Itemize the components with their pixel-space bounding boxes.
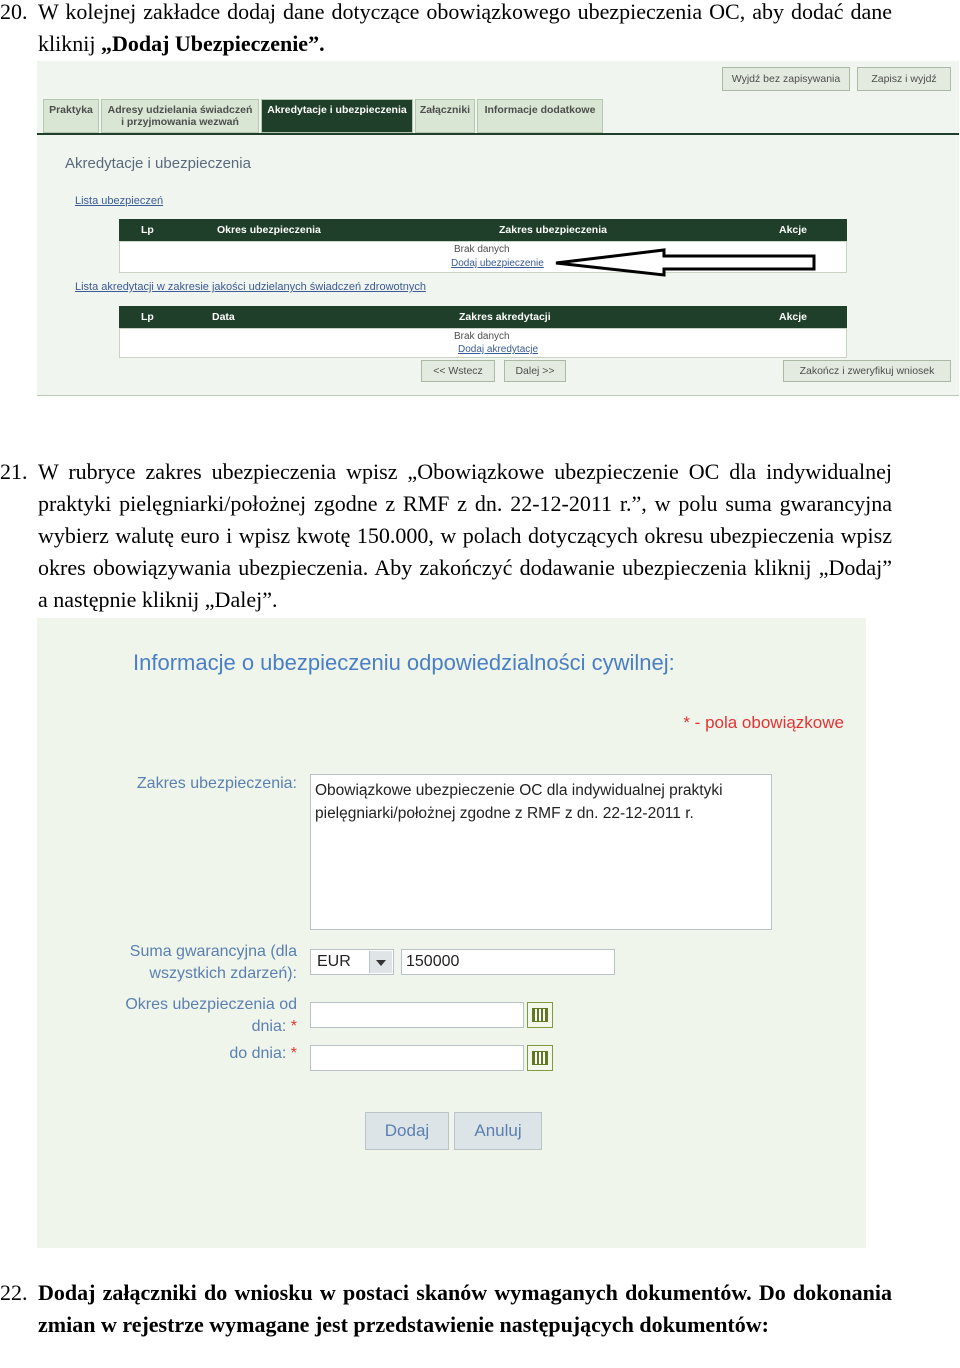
scope-label: Zakres ubezpieczenia:: [136, 775, 297, 792]
back-button[interactable]: << Wstecz: [421, 360, 495, 382]
currency-select[interactable]: EUR: [310, 949, 394, 975]
add-accreditation-link[interactable]: Dodaj akredytacje: [458, 344, 539, 355]
step-number: 20.: [0, 0, 28, 24]
scope-textarea[interactable]: Obowiązkowe ubezpieczenie OC dla indywidualnej praktyki pielęgniarki/położnej zgodne z RMF z dn. 22-12-2011 r.: [310, 774, 772, 930]
amount-input[interactable]: 150000: [401, 949, 615, 975]
col-lp: Lp: [141, 311, 154, 323]
accreditation-list-link[interactable]: Lista akredytacji w zakresie jakości udzielanych świadczeń zdrowotnych: [75, 281, 426, 293]
insurance-list-link[interactable]: Lista ubezpieczeń: [75, 195, 164, 207]
tab-practice[interactable]: Praktyka: [43, 99, 99, 133]
step-20-text: W kolejnej zakładce dodaj dane dotyczące obowiązkowego ubezpieczenia OC, aby dodać dane kliknij „Dodaj Ubezpieczenie”.: [38, 0, 892, 56]
step-21-text: W rubryce zakres ubezpieczenia wpisz „Obowiązkowe ubezpieczenie OC dla indywidualnej praktyki pielęgniarki/położnej zgodne z RMF z dn. 22-12-2011 r.”, w polu suma gwarancyjna wybierz walutę euro i wpisz kwotę 150.000, w polach dotyczących okresu ubezpieczenia wpisz okres obowiązywania ubezpieczenia. Aby zakończyć dodawanie ubezpieczenia kliknij „Dodaj” a następnie kliknij „Dalej”.: [38, 459, 892, 612]
exit-without-saving-button[interactable]: Wyjdź bez zapisywania: [722, 67, 850, 91]
col-lp: Lp: [141, 224, 154, 236]
calendar-icon[interactable]: [527, 1002, 553, 1028]
form-title: Informacje o ubezpieczeniu odpowiedzialności cywilnej:: [133, 650, 675, 675]
chevron-down-icon: [369, 951, 392, 973]
step-number: 22.: [0, 1280, 28, 1305]
col-period: Okres ubezpieczenia: [217, 224, 321, 236]
step-number: 21.: [0, 459, 28, 484]
col-actions: Akcje: [779, 311, 808, 323]
tab-underline: [37, 133, 959, 135]
accreditation-table-body: [119, 328, 847, 358]
date-to-input[interactable]: [310, 1045, 524, 1071]
screenshot-insurance-form: [37, 618, 866, 1248]
sum-label: Suma gwarancyjna (dla wszystkich zdarzeń):: [129, 943, 297, 982]
section-title: Akredytacje i ubezpieczenia: [65, 155, 251, 172]
required-fields-note: * - pola obowiązkowe: [683, 713, 844, 732]
accreditation-table-header: [119, 306, 847, 328]
empty-state: Brak danych: [454, 331, 510, 342]
tab-addresses[interactable]: Adresy udzielania świadczeń i przyjmowania wezwań: [101, 99, 259, 133]
col-date: Data: [212, 311, 235, 323]
col-scope: Zakres ubezpieczenia: [499, 224, 607, 236]
col-accreditation-scope: Zakres akredytacji: [459, 311, 551, 323]
insurance-table-header: [119, 219, 847, 241]
tab-additional-info[interactable]: Informacje dodatkowe: [477, 99, 603, 133]
add-insurance-link[interactable]: Dodaj ubezpieczenie: [451, 258, 544, 269]
tab-accreditations[interactable]: Akredytacje i ubezpieczenia: [261, 99, 413, 133]
cancel-button[interactable]: Anuluj: [454, 1112, 542, 1150]
tab-attachments[interactable]: Załączniki: [415, 99, 475, 133]
calendar-icon[interactable]: [527, 1045, 553, 1071]
next-button[interactable]: Dalej >>: [504, 360, 566, 382]
empty-state: Brak danych: [454, 244, 510, 255]
save-and-exit-button[interactable]: Zapisz i wyjdź: [857, 67, 951, 91]
date-from-input[interactable]: [310, 1002, 524, 1028]
arrow-pointer-icon: [552, 247, 817, 277]
step-22-text: Dodaj załączniki do wniosku w postaci skanów wymaganych dokumentów. Do dokonania zmian w rejestrze wymagane jest przedstawienie następujących dokumentów:: [38, 1280, 892, 1337]
finish-and-verify-button[interactable]: Zakończ i zweryfikuj wniosek: [783, 360, 951, 382]
period-from-label: Okres ubezpieczenia od dnia: *: [125, 996, 297, 1035]
add-button[interactable]: Dodaj: [365, 1112, 449, 1150]
screenshot-accreditations: [37, 61, 959, 396]
period-to-label: do dnia: *: [229, 1045, 297, 1062]
col-actions: Akcje: [779, 224, 808, 236]
